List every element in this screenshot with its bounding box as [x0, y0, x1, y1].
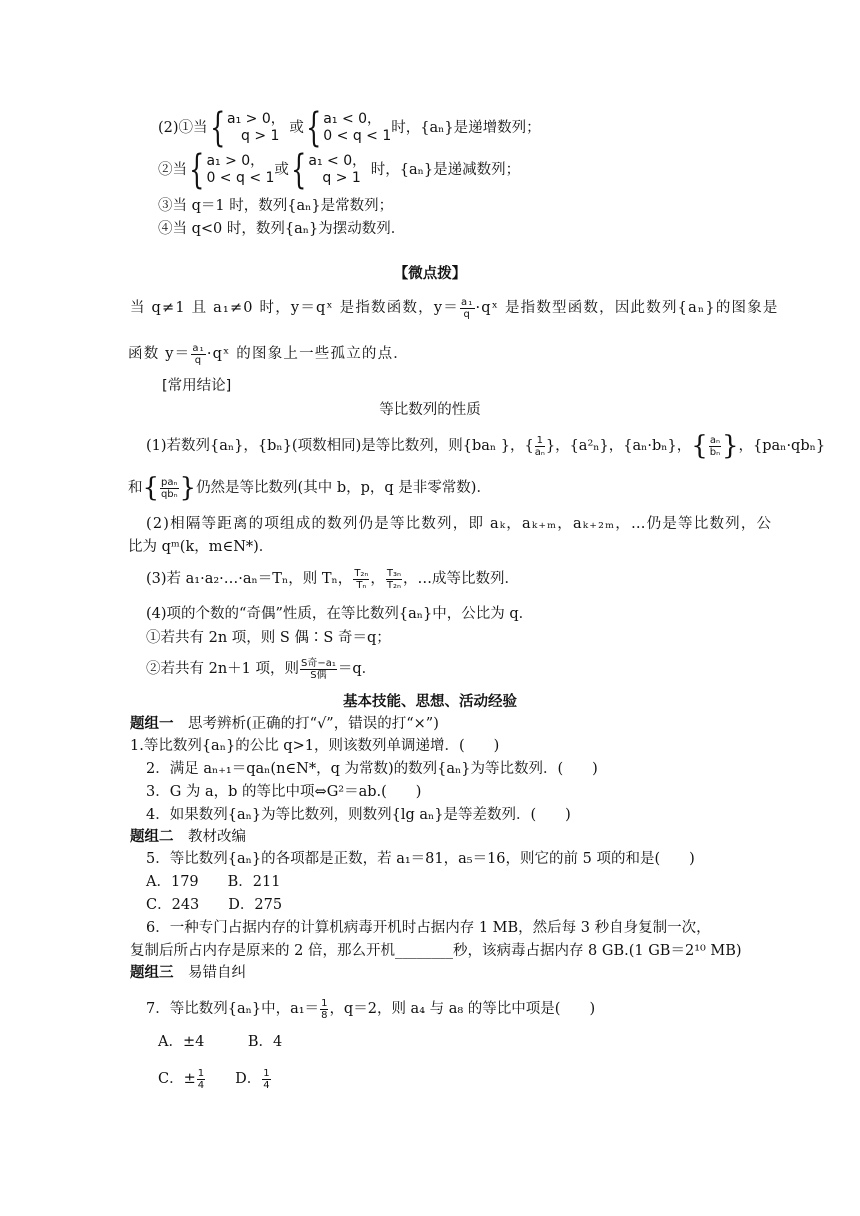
- fraction-denominator: T₂ₙ: [386, 579, 402, 591]
- left-brace-icon: {: [142, 473, 160, 503]
- fraction-numerator: 1: [197, 1067, 205, 1079]
- property-2-line-2: 比为 qᵐ(k，m∈N*)．: [128, 539, 274, 555]
- fraction-numerator: 1: [536, 434, 543, 446]
- tip-paragraph-line-2: [128, 340, 409, 368]
- group-text: 易错自纠: [173, 965, 246, 981]
- case-condition: q > 1: [322, 170, 361, 186]
- fraction: [191, 343, 206, 366]
- line2-suffix: 时，{aₙ}是递减数列；: [370, 162, 521, 178]
- fraction-denominator: bₙ: [709, 446, 721, 458]
- group-3-heading: [130, 963, 246, 983]
- case-block-3: [206, 153, 274, 187]
- question-4: 4．如果数列{aₙ}为等比数列，则数列{lg aₙ}是等差数列．( ): [146, 807, 571, 823]
- fraction-numerator: a₁: [192, 342, 205, 354]
- left-brace-icon: {: [189, 147, 205, 193]
- question-text: ，q＝2，则 a₄ 与 a₈ 的等比中项是( ): [329, 1001, 596, 1017]
- question-5-options-ab: A．179 B．211: [146, 874, 281, 890]
- property-4: (4)项的个数的“奇偶”性质，在等比数列{aₙ}中，公比为 q．: [146, 606, 534, 622]
- monotonic-line-2: [158, 147, 521, 193]
- case-condition: 0 < q < 1: [323, 128, 392, 144]
- fraction-numerator: paₙ: [161, 476, 178, 488]
- question-1: 1.等比数列{aₙ}的公比 q>1，则该数列单调递增．( ): [130, 738, 500, 754]
- case-condition: a₁ < 0，: [308, 153, 367, 169]
- case-condition: q > 1: [241, 128, 280, 144]
- group-1-heading: [130, 714, 439, 734]
- line1-prefix: (2)①当: [158, 120, 208, 136]
- fraction-denominator: q: [194, 354, 203, 366]
- tip-text: ·qˣ 是指数型函数，因此数列{aₙ}的图象是: [475, 300, 779, 316]
- property-1-line-1: [146, 430, 825, 462]
- or-word: 或: [274, 162, 289, 178]
- property-text: 和: [128, 480, 143, 496]
- fraction: [709, 435, 721, 458]
- question-text: 7．等比数列{aₙ}中，a₁＝: [146, 1001, 320, 1017]
- group-text: 思考辨析(正确的打“√”，错误的打“×”): [173, 716, 439, 732]
- property-text: ②若共有 2n＋1 项，则: [146, 661, 300, 677]
- question-5-options-cd: C．243 D．275: [146, 897, 283, 913]
- fraction-denominator: 4: [197, 1079, 205, 1091]
- fraction: [535, 435, 545, 458]
- fraction: [460, 297, 475, 320]
- property-4-case-1: ①若共有 2n 项，则 S 偶∶S 奇＝q；: [146, 630, 391, 646]
- fraction-denominator: 8: [321, 1009, 328, 1021]
- fraction-numerator: T₃ₙ: [386, 567, 402, 579]
- case-condition: a₁ > 0，: [206, 153, 265, 169]
- property-text: ＝q．: [337, 661, 377, 677]
- fraction: [300, 658, 337, 681]
- question-3: 3．G 为 a，b 的等比中项⇔G²＝ab.( ): [146, 784, 422, 800]
- group-text: 教材改编: [173, 829, 246, 845]
- fraction-numerator: a₁: [460, 296, 474, 308]
- group-label: 题组一: [130, 716, 174, 732]
- conclusion-title: 等比数列的性质: [379, 402, 481, 418]
- property-1-line-2: [128, 472, 491, 504]
- fraction: [262, 1068, 270, 1091]
- property-text: (3)若 a₁·a₂·…·aₙ＝Tₙ，则 Tₙ，: [146, 571, 353, 587]
- fraction: [353, 568, 369, 591]
- fraction-denominator: q: [463, 308, 471, 320]
- question-2: 2．满足 aₙ₊₁＝qaₙ(n∈N*，q 为常数)的数列{aₙ}为等比数列．( ): [146, 761, 598, 777]
- group-label: 题组二: [130, 829, 174, 845]
- right-brace-icon: }: [179, 473, 197, 503]
- property-text: 仍然是等比数列(其中 b，p，q 是非零常数)．: [196, 480, 491, 496]
- monotonic-line-1: [158, 105, 541, 151]
- question-7: [146, 994, 595, 1024]
- constant-sequence-line: ③当 q＝1 时，数列{aₙ}是常数列；: [158, 198, 394, 214]
- case-condition: a₁ > 0，: [227, 111, 285, 127]
- question-7-options-cd: [158, 1064, 272, 1094]
- group-2-heading: [130, 827, 246, 847]
- property-text: ，{paₙ·qbₙ}: [738, 438, 826, 454]
- fraction: [197, 1068, 205, 1091]
- case-condition: 0 < q < 1: [206, 170, 275, 186]
- property-2-line-1: (2)相隔等距离的项组成的数列仍是等比数列，即 aₖ，aₖ₊ₘ，aₖ₊₂ₘ，…仍是等比数列，公: [146, 516, 773, 532]
- fraction-numerator: 1: [263, 1067, 270, 1079]
- option-text: C．±: [158, 1071, 196, 1087]
- question-6-line-2: 复制后所占内存是原来的 2 倍，那么开机________秒，该病毒占据内存 8 GB.(1 GB＝2¹⁰ MB): [130, 943, 742, 959]
- line2-prefix: ②当: [158, 162, 187, 178]
- fraction: [320, 998, 328, 1021]
- case-block-2: [323, 111, 391, 145]
- fraction-numerator: T₂ₙ: [354, 567, 369, 579]
- or-word: 或: [289, 120, 304, 136]
- tip-text: 函数 y＝: [128, 346, 191, 362]
- oscillating-sequence-line: ④当 q<0 时，数列{aₙ}为摆动数列．: [158, 221, 406, 237]
- question-5: 5．等比数列{aₙ}的各项都是正数，若 a₁＝81，a₅＝16，则它的前 5 项的和是( ): [146, 851, 695, 867]
- fraction: [386, 568, 402, 591]
- line1-suffix: 时，{aₙ}是递增数列；: [391, 120, 541, 136]
- fraction-denominator: 4: [263, 1079, 270, 1091]
- fraction-numerator: 1: [321, 997, 328, 1009]
- option-text: D．: [206, 1071, 262, 1087]
- question-6-line-1: 6．一种专门占据内存的计算机病毒开机时占据内存 1 MB，然后每 3 秒自身复制一次，: [146, 920, 711, 936]
- tip-text: ·qˣ 的图象上一些孤立的点．: [206, 346, 410, 362]
- left-brace-icon: {: [691, 431, 708, 461]
- fraction-denominator: S偶: [310, 669, 327, 681]
- fraction: [160, 477, 178, 500]
- case-block-4: [308, 153, 366, 187]
- fraction-denominator: qbₙ: [160, 488, 178, 500]
- property-text: ，…成等比数列．: [403, 571, 520, 587]
- fraction-denominator: aₙ: [534, 446, 545, 458]
- conclusion-label: [常用结论]: [162, 378, 232, 394]
- left-brace-icon: {: [291, 147, 307, 193]
- question-7-options-ab: A．±4 B．4: [158, 1034, 283, 1050]
- fraction-numerator: S奇−a₁: [301, 657, 336, 669]
- property-text: (1)若数列{aₙ}，{bₙ}(项数相同)是等比数列，则{baₙ }，{: [146, 438, 534, 454]
- property-text: }，{a²ₙ}，{aₙ·bₙ}，: [545, 438, 692, 454]
- case-condition: a₁ < 0，: [323, 111, 382, 127]
- skills-title: 基本技能、思想、活动经验: [343, 694, 517, 710]
- right-brace-icon: }: [721, 431, 739, 461]
- tip-text: 当 q≠1 且 a₁≠0 时，y＝qˣ 是指数函数，y＝: [130, 300, 459, 316]
- property-3: (3)若 a₁·a₂·…·aₙ＝Tₙ，则 Tₙ， $\frac{\text{T₂ₙ}}{\text{Tₙ}}$ ， $\frac{\text{T₃ₙ}}{\text{T₂ₙ}}$ ，…成等比数列．: [146, 567, 520, 591]
- fraction-numerator: aₙ: [709, 434, 720, 446]
- left-brace-icon: {: [209, 105, 225, 151]
- case-block-1: [227, 111, 285, 145]
- left-brace-icon: {: [305, 105, 322, 151]
- property-4-case-2: [146, 654, 376, 684]
- fraction-denominator: Tₙ: [356, 579, 367, 591]
- tip-paragraph-line-1: [130, 294, 779, 322]
- group-label: 题组三: [130, 965, 174, 981]
- tip-heading: 【微点拨】: [393, 266, 467, 282]
